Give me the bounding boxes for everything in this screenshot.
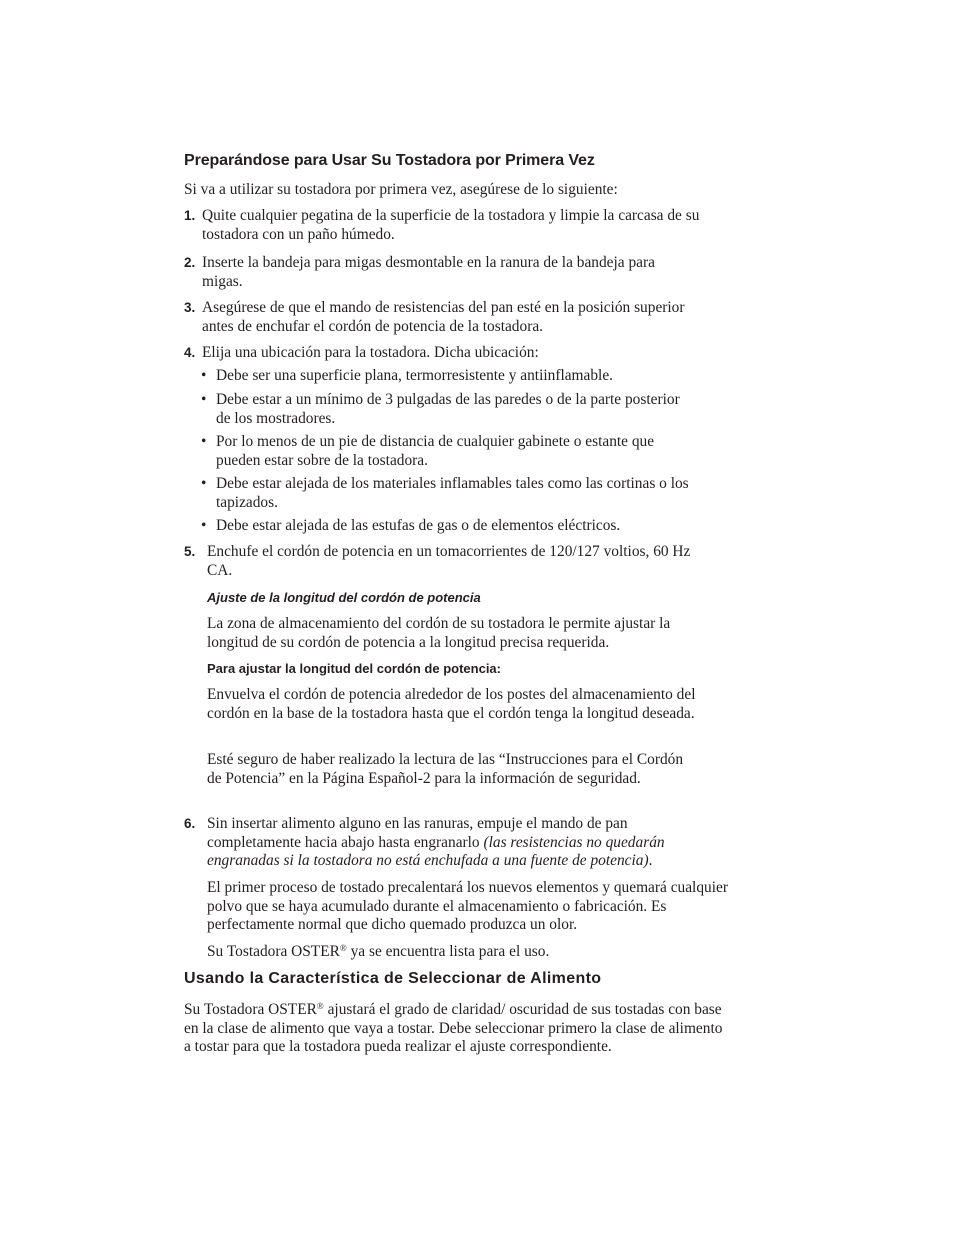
step-6 — [184, 815, 729, 871]
registered-mark: ® — [339, 943, 347, 953]
food-text-end: ajustará el grado de claridad/ oscuridad de sus tostadas con base en la clase de alimento que vaya a tostar. Debe seleccionar primero la clase de alimento a tostar para que la tostadora pueda realizar el ajuste correspondiente. — [184, 1001, 723, 1056]
bullet-marker: • — [201, 391, 207, 408]
cord-instructions-paragraph: Esté seguro de haber realizado la lectura de las “Instrucciones para el Cordón de Potencia” en la Página Español-2 para la información de seguridad. — [207, 751, 684, 787]
step-1 — [184, 207, 729, 244]
location-bullet — [201, 433, 721, 470]
ready-text-end: ya se encuentra lista para el uso. — [346, 943, 550, 960]
step-number: 4. — [184, 345, 196, 360]
cord-storage-paragraph: La zona de almacenamiento del cordón de su tostadora le permite ajustar la longitud de su cordón de potencia a la longitud precisa requerida. — [207, 615, 671, 651]
step-text — [207, 815, 717, 871]
step-text: Enchufe el cordón de potencia en un tomacorrientes de 120/127 voltios, 60 Hz CA. — [207, 543, 691, 579]
bullet-marker: • — [201, 433, 207, 450]
section-heading-food-select: Usando la Característica de Seleccionar de Alimento — [184, 970, 602, 987]
step-text: Inserte la bandeja para migas desmontable en la ranura de la bandeja para migas. — [202, 254, 655, 290]
subheading-cord-length: Ajuste de la longitud del cordón de potencia — [207, 590, 481, 605]
step-4 — [184, 344, 729, 363]
food-text-start: Su Tostadora OSTER — [184, 1001, 317, 1018]
step-5 — [184, 543, 729, 580]
intro-paragraph: Si va a utilizar su tostadora por primera vez, asegúrese de lo siguiente: — [184, 181, 618, 198]
step-2 — [184, 254, 729, 291]
wrap-cord-paragraph: Envuelva el cordón de potencia alrededor de los postes del almacenamiento del cordón en la base de la tostadora hasta que el cordón tenga la longitud deseada. — [207, 686, 696, 722]
bullet-marker: • — [201, 517, 207, 534]
step-3 — [184, 299, 729, 336]
subheading-adjust-cord: Para ajustar la longitud del cordón de potencia: — [207, 661, 501, 676]
step-text-end: . — [648, 852, 653, 870]
first-toast-paragraph: El primer proceso de tostado precalentará los nuevos elementos y quemará cualquier polvo que se haya acumulado durante el almacenamiento o fabricación. Es perfectamente normal que dicho quemado produzca un olor. — [207, 879, 728, 934]
food-select-paragraph — [184, 1001, 729, 1057]
step-number: 6. — [184, 816, 196, 831]
step-text: Elija una ubicación para la tostadora. Dicha ubicación: — [202, 344, 539, 361]
bullet-text: Debe estar a un mínimo de 3 pulgadas de las paredes o de la parte posterior de los mostradores. — [216, 391, 680, 427]
step-text: Quite cualquier pegatina de la superficie de la tostadora y limpie la carcasa de su tostadora con un paño húmedo. — [202, 207, 700, 243]
bullet-text: Por lo menos de un pie de distancia de cualquier gabinete o estante que pueden estar sobre de la tostadora. — [216, 433, 655, 469]
location-bullet — [201, 475, 721, 512]
step-number: 3. — [184, 300, 196, 315]
bullet-marker: • — [201, 367, 207, 384]
location-bullet — [201, 367, 721, 386]
step-text: Asegúrese de que el mando de resistencias del pan esté en la posición superior antes de enchufar el cordón de potencia de la tostadora. — [202, 299, 685, 335]
location-bullet — [201, 391, 721, 428]
ready-text-start: Su Tostadora OSTER — [207, 943, 340, 960]
bullet-text: Debe ser una superficie plana, termorresistente y antiinflamable. — [216, 367, 614, 384]
bullet-marker: • — [201, 475, 207, 492]
step-number: 5. — [184, 544, 196, 559]
step-number: 1. — [184, 208, 196, 223]
registered-mark: ® — [316, 1001, 324, 1011]
step-text-italic: (las resistencias no quedarán engranadas si la tostadora no está enchufada a una fuente de potencia) — [207, 833, 665, 870]
section-heading-first-use: Preparándose para Usar Su Tostadora por Primera Vez — [184, 152, 595, 169]
bullet-text: Debe estar alejada de los materiales inflamables tales como las cortinas o los tapizados. — [216, 475, 689, 511]
step-text-regular: Sin insertar alimento alguno en las ranuras, empuje el mando de pan completamente hacia abajo hasta engranarlo — [207, 815, 628, 851]
ready-paragraph — [207, 943, 727, 962]
step-number: 2. — [184, 255, 196, 270]
bullet-text: Debe estar alejada de las estufas de gas o de elementos eléctricos. — [216, 517, 621, 534]
location-bullet — [201, 517, 721, 536]
